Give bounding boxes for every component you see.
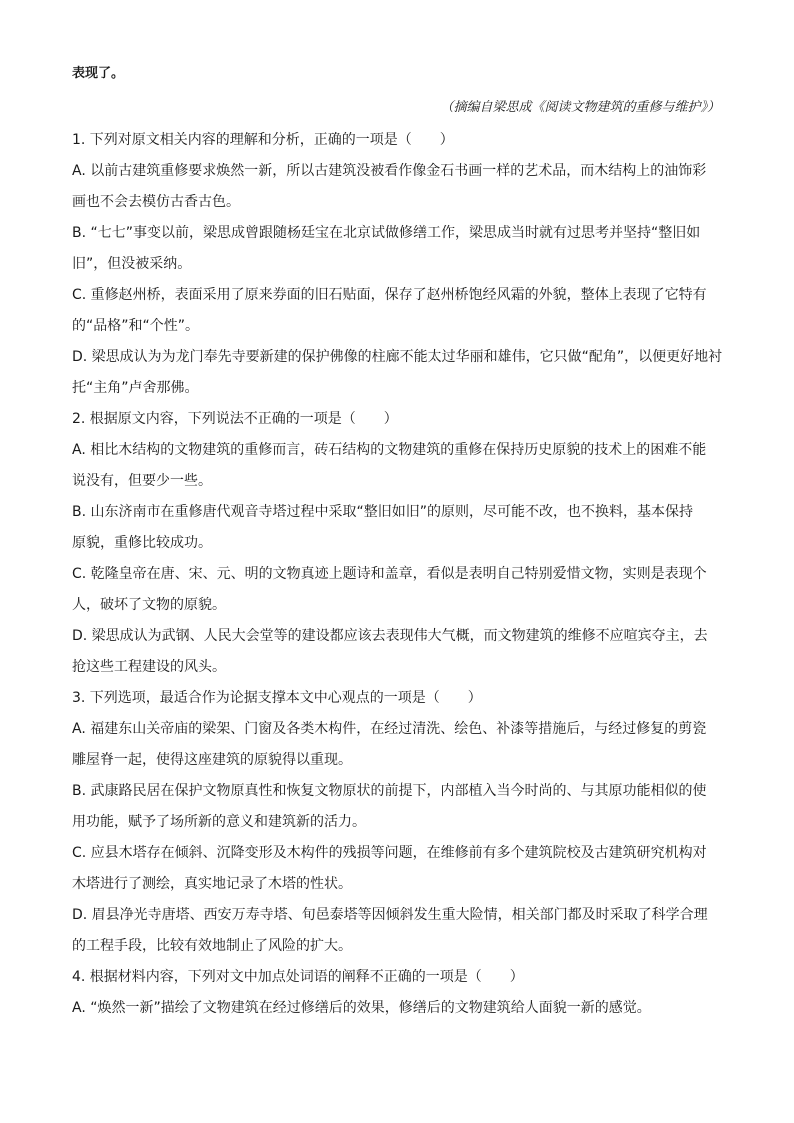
text-line: D. 梁思成认为为龙门奉先寺要新建的保护佛像的柱廊不能太过华丽和雄伟，它只做“配角”，以便更好地衬: [72, 349, 723, 365]
source-citation: （摘编自梁思成《阅读文物建筑的重修与维护》）: [440, 100, 720, 115]
text-line: D. 眉县净光寺唐塔、西安万寿寺塔、旬邑泰塔等因倾斜发生重大险情，相关部门都及时采取了科学合理: [72, 907, 708, 923]
text-line: 用功能，赋予了场所新的意义和建筑新的活力。: [72, 814, 366, 830]
text-line: 1. 下列对原文相关内容的理解和分析，正确的一项是（ ）: [72, 132, 454, 148]
text-line: 旧”，但没被采纳。: [72, 256, 192, 272]
text-line: 画也不会去模仿古香古色。: [72, 194, 240, 210]
text-line: B. 山东济南市在重修唐代观音寺塔过程中采取“整旧如旧”的原则，尽可能不改，也不换料，基本保持: [72, 504, 694, 520]
text-line: B. 武康路民居在保护文物原真性和恢复文物原状的前提下，内部植入当今时尚的、与其原功能相似的使: [72, 783, 707, 799]
text-line: A. “焕然一新”描绘了文物建筑在经过修缮后的效果，修缮后的文物建筑给人面貌一新的感觉。: [72, 1000, 651, 1016]
text-line: 的“品格”和“个性”。: [72, 318, 200, 334]
text-line: 抢这些工程建设的风头。: [72, 659, 226, 675]
text-line: C. 重修赵州桥，表面采用了原来券面的旧石贴面，保存了赵州桥饱经风霜的外貌，整体上表现了它特有: [72, 287, 707, 303]
text-line: 雕屋脊一起，使得这座建筑的原貌得以重现。: [72, 752, 352, 768]
text-line: C. 乾隆皇帝在唐、宋、元、明的文物真迹上题诗和盖章，看似是表明自己特别爱惜文物，实则是表现个: [72, 566, 707, 582]
lead-text: 表现了。: [72, 66, 125, 81]
text-line: 的工程手段，比较有效地制止了风险的扩大。: [72, 938, 352, 954]
text-line: C. 应县木塔存在倾斜、沉降变形及木构件的残损等问题，在维修前有多个建筑院校及古建筑研究机构对: [72, 845, 707, 861]
text-line: 托“主角”卢舍那佛。: [72, 380, 199, 396]
text-line: 说没有，但要少一些。: [72, 473, 212, 489]
text-line: 2. 根据原文内容，下列说法不正确的一项是（ ）: [72, 411, 398, 427]
text-line: 4. 根据材料内容，下列对文中加点处词语的阐释不正确的一项是（ ）: [72, 969, 524, 985]
text-line: 木塔进行了测绘，真实地记录了木塔的性状。: [72, 876, 352, 892]
text-line: A. 福建东山关帝庙的梁架、门窗及各类木构件，在经过清洗、绘色、补漆等措施后，与经过修复的剪瓷: [72, 721, 707, 737]
text-line: D. 梁思成认为武钢、人民大会堂等的建设都应该去表现伟大气概，而文物建筑的维修不应喧宾夺主，去: [72, 628, 708, 644]
text-line: A. 相比木结构的文物建筑的重修而言，砖石结构的文物建筑的重修在保持历史原貌的技术上的困难不能: [72, 442, 707, 458]
text-line: A. 以前古建筑重修要求焕然一新，所以古建筑没被看作像金石书画一样的艺术品，而木结构上的油饰彩: [72, 163, 707, 179]
text-line: B. “七七”事变以前，梁思成曾跟随杨廷宝在北京试做修缮工作，梁思成当时就有过思考并坚持“整旧如: [72, 225, 701, 241]
text-line: 3. 下列选项，最适合作为论据支撑本文中心观点的一项是（ ）: [72, 690, 482, 706]
text-line: 原貌，重修比较成功。: [72, 535, 212, 551]
text-line: 人，破坏了文物的原貌。: [72, 597, 226, 613]
